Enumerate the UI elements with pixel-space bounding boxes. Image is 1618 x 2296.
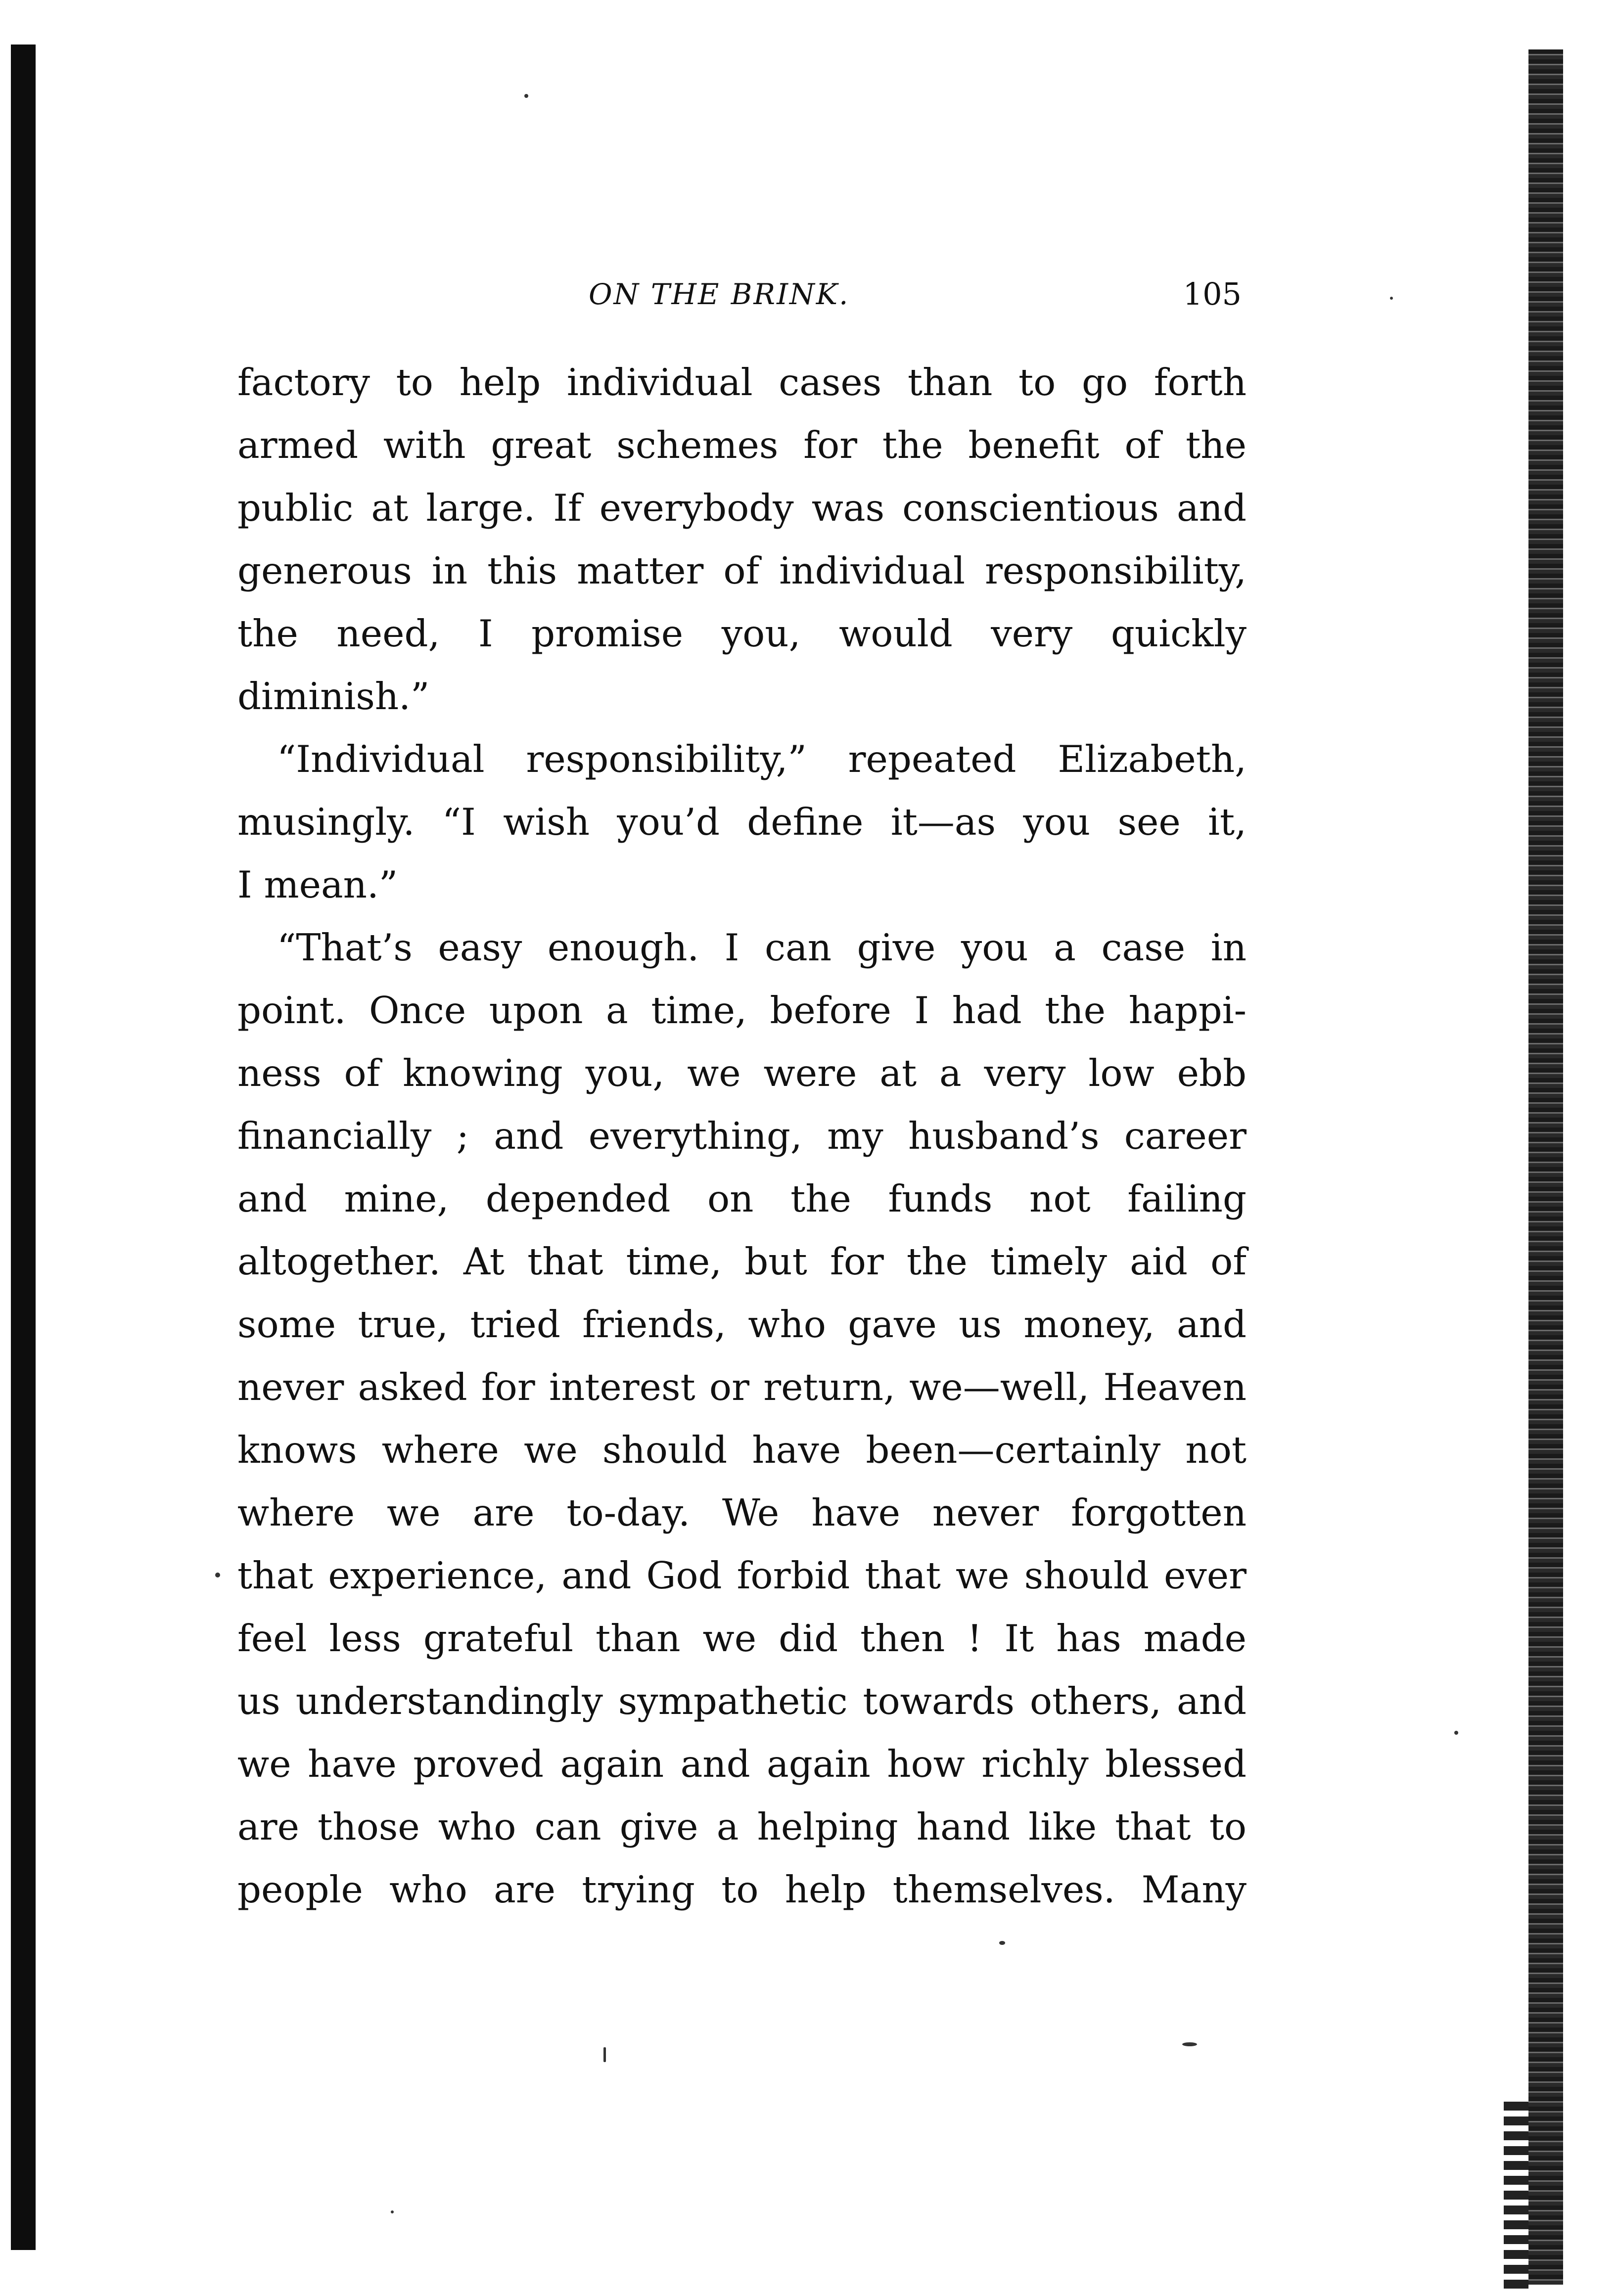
- text-line: some true, tried friends, who gave us money, and: [237, 1303, 1247, 1346]
- page-gutter-shadow-left: [11, 45, 36, 2250]
- scan-speck: [215, 1573, 220, 1577]
- text-line: “That’s easy enough. I can give you a case in: [277, 926, 1247, 969]
- text-line: never asked for interest or return, we—well, Heaven: [237, 1365, 1247, 1409]
- running-head: ON THE BRINK.: [589, 277, 850, 311]
- scan-speck: [1182, 2042, 1197, 2046]
- text-line: the need, I promise you, would very quickly: [237, 612, 1247, 655]
- page-header: [237, 274, 1256, 314]
- scan-speck: [391, 2210, 394, 2213]
- text-line: armed with great schemes for the benefit of the: [237, 423, 1247, 467]
- body-text: [237, 351, 1247, 1921]
- text-line: altogether. At that time, but for the timely aid of: [237, 1240, 1247, 1283]
- page-edge-notch: [1504, 2102, 1528, 2290]
- scan-speck: [524, 94, 528, 98]
- scan-speck: [603, 2047, 606, 2062]
- text-line: we have proved again and again how richly blessed: [237, 1742, 1247, 1786]
- text-line: factory to help individual cases than to go forth: [237, 360, 1247, 404]
- text-line: point. Once upon a time, before I had the happi-: [237, 989, 1247, 1032]
- text-line: us understandingly sympathetic towards others, and: [237, 1679, 1247, 1723]
- page-edge-right: [1528, 49, 1563, 2285]
- text-line: knows where we should have been—certainly not: [237, 1428, 1247, 1472]
- text-line: diminish.”: [237, 675, 430, 718]
- text-line: ness of knowing you, we were at a very low ebb: [237, 1051, 1247, 1095]
- scan-speck: [1454, 1731, 1458, 1735]
- text-line: musingly. “I wish you’d define it—as you see it,: [237, 800, 1247, 844]
- text-line: where we are to-day. We have never forgotten: [237, 1491, 1247, 1534]
- text-line: generous in this matter of individual responsibility,: [237, 549, 1247, 592]
- text-line: feel less grateful than we did then ! It has made: [237, 1617, 1247, 1660]
- text-line: that experience, and God forbid that we should ever: [237, 1554, 1247, 1597]
- text-line: people who are trying to help themselves. Many: [237, 1868, 1247, 1911]
- text-line: are those who can give a helping hand like that to: [237, 1805, 1247, 1848]
- page-number: 105: [1183, 276, 1242, 312]
- text-line: I mean.”: [237, 863, 398, 906]
- text-line: and mine, depended on the funds not failing: [237, 1177, 1247, 1220]
- text-line: financially ; and everything, my husband’s career: [237, 1114, 1247, 1158]
- text-line: public at large. If everybody was conscientious and: [237, 486, 1247, 530]
- text-line: “Individual responsibility,” repeated Elizabeth,: [277, 737, 1247, 781]
- scan-speck: [999, 1941, 1005, 1945]
- scan-speck: [1390, 297, 1393, 300]
